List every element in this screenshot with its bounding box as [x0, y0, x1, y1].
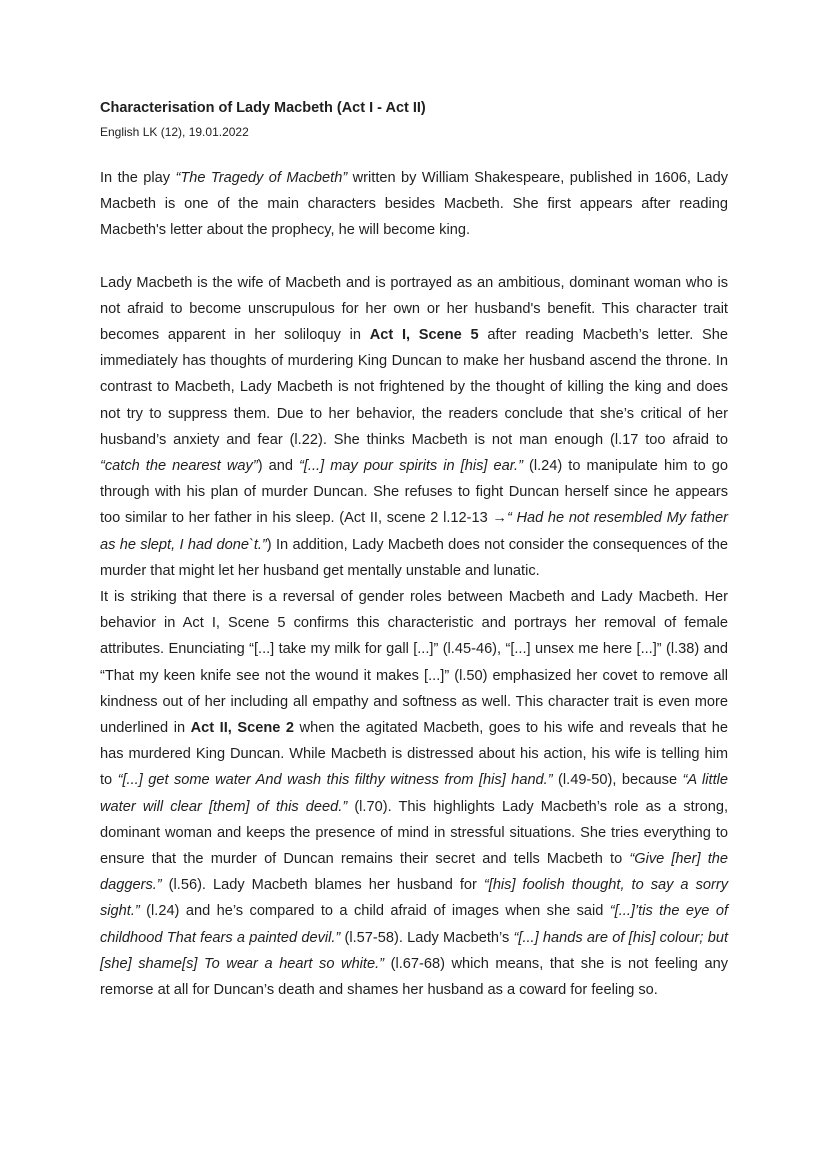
paragraph-gender-roles [100, 584, 728, 1003]
document-subtitle: English LK (12), 19.01.2022 [100, 125, 249, 139]
text-run: (l.24) and he’s compared to a child afraid of images when she said [139, 903, 610, 920]
bold-text: Act I, Scene 5 [369, 327, 479, 344]
text-run: written by William Shakespeare, published in 1606, Lady Macbeth is one of the main characters besides Macbeth. She first appears after reading Macbeth's letter about the prophecy, he will become king. [100, 170, 728, 239]
text-run: ) and [257, 458, 300, 475]
quotation: “A little water will clear [them] of this deed.” [100, 772, 728, 815]
text-run: when the agitated Macbeth, goes to his wife and reveals that he has murdered King Duncan. While Macbeth is distressed about his action, his wife is telling him to [100, 720, 728, 789]
text-run: after reading Macbeth’s letter. She immediately has thoughts of murdering King Duncan to make her husband ascend the throne. In contrast to Macbeth, Lady Macbeth is not frightened by the thought of killing the king and does not try to suppress them. Due to her behavior, the readers conclude that she’s critical of her husband’s anxiety and fear (l.22). She thinks Macbeth is not man enough (l.17 too afraid to [100, 327, 728, 448]
text-run: (l.56). Lady Macbeth blames her husband for [161, 877, 484, 894]
text-run: (l.70). This highlights Lady Macbeth’s role as a strong, dominant woman and keeps the presence of mind in stressful situations. She tries everything to ensure that the murder of Duncan remains their secret and tells Macbeth to [100, 798, 728, 868]
document-title: Characterisation of Lady Macbeth (Act I - Act II) [100, 100, 426, 116]
text-run: It is striking that there is a reversal of gender roles between Macbeth and Lady Macbeth. Her behavior in Act I, Scene 5 confirms this characteristic and portrays her removal of female attributes. Enunciating “[...] take my milk for gall [...]” (l.45-46), “[...] unsex me here [...]” (l.38) and “That my keen knife see not the wound it makes [...]” (l.50) emphasized her covet to remove all kindness out of her including all empathy and softness as well. This character trait is even more underlined in [100, 589, 728, 737]
text-run: (l.24) to manipulate him to go through with his plan of murder Duncan. She refuses to fight Duncan herself since he appears too similar to her father in his sleep. (Act II, scene 2 l.12-13 → [100, 458, 729, 527]
paragraph-ambition [100, 270, 728, 584]
paragraph-introduction [100, 165, 728, 244]
quotation: “[...] hands are of [his] colour; but [she] shame[s] To wear a heart so white.” [100, 929, 728, 972]
quotation: “The Tragedy of Macbeth” [175, 170, 348, 186]
quotation: “[...]’tis the eye of childhood That fears a painted devil.” [100, 903, 729, 946]
text-run: (l.49-50), because [552, 772, 683, 789]
quotation: “catch the nearest way” [100, 458, 258, 475]
document-page [100, 98, 728, 1003]
text-run: Lady Macbeth is the wife of Macbeth and is portrayed as an ambitious, dominant woman who is not afraid to become unscrupulous for her own or her husband's benefit. This character trait becomes apparent in her soliloquy in [100, 274, 728, 344]
text-run: In the play [100, 170, 176, 186]
text-run: (l.57-58). Lady Macbeth’s [340, 929, 514, 946]
quotation: “[...] may pour spirits in [his] ear.” [299, 458, 523, 475]
text-run: (l.67-68) which means, that she is not feeling any remorse at all for Duncan’s death and shames her husband as a coward for feeling so. [100, 955, 728, 999]
bold-text: Act II, Scene 2 [190, 720, 294, 737]
text-run: ) In addition, Lady Macbeth does not consider the consequences of the murder that might let her husband get mentally unstable and lunatic. [100, 536, 729, 579]
quotation: “[his] foolish thought, to say a sorry sight.” [100, 877, 729, 920]
quotation: “[...] get some water And wash this filthy witness from [his] hand.” [117, 772, 553, 789]
quotation: “ Had he not resembled My father as he slept, I had done`t.” [100, 510, 728, 553]
quotation: “Give [her] the daggers.” [100, 851, 729, 894]
